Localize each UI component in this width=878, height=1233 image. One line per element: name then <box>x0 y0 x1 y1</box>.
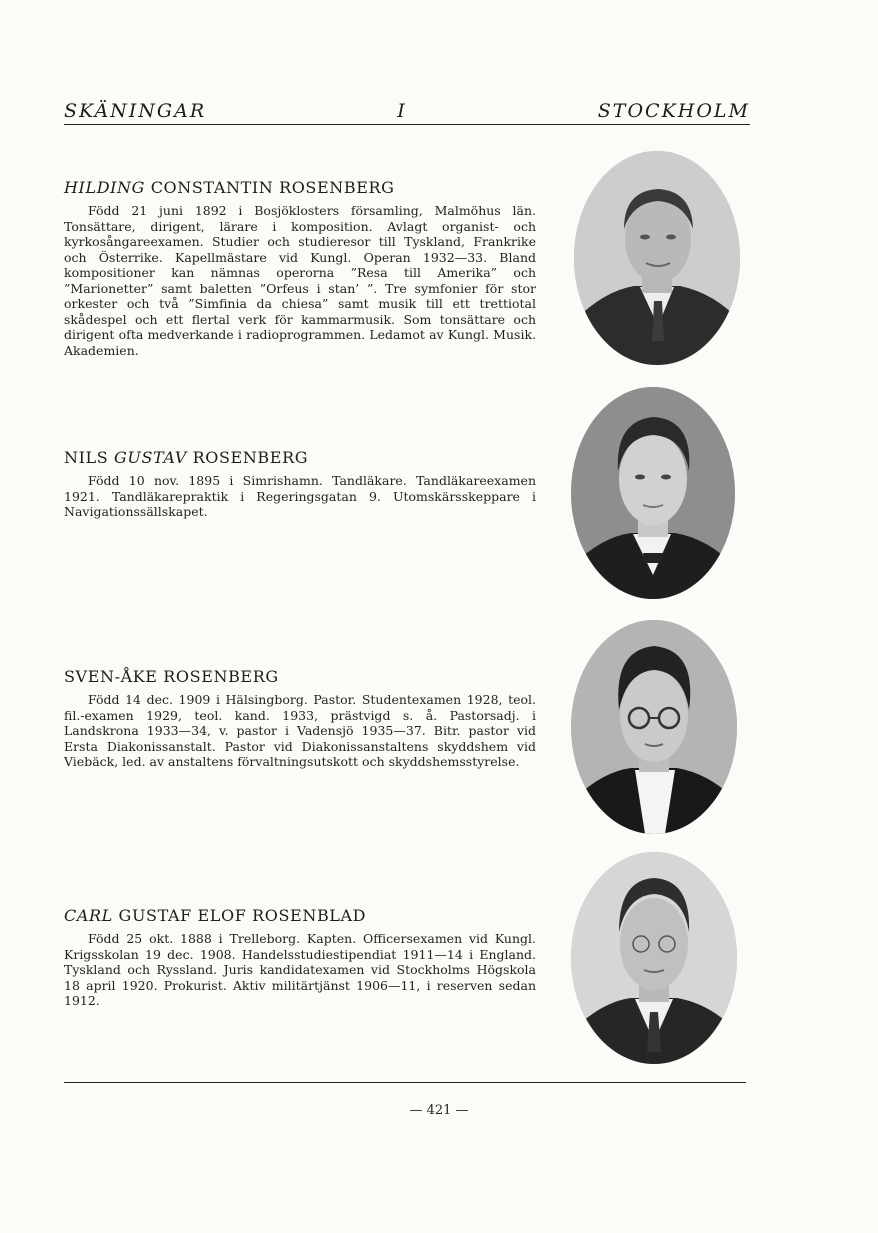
entry-biography: Född 14 dec. 1909 i Hälsingborg. Pastor. Studentexamen 1928, teol. fil.-examen 1929, teol. kand. 1933, prästvigd s. å. Pastorsadj. i Landskrona 1933—34, v. pastor i Vadensjö 1935—37. Bitr. pastor vid Ersta Diakonissanstalt. Pastor vid Diakonissanstaltens skyddshem vid Viebäck, led. av anstaltens förvaltningsutskott och skyddshemsstyrelse. <box>64 692 536 769</box>
entry-name-rest: GUSTAF ELOF ROSENBLAD <box>112 906 367 925</box>
footer-rule <box>64 1082 746 1083</box>
entry-hilding-rosenberg <box>64 178 536 358</box>
entry-name-rest: CONSTANTIN ROSENBERG <box>145 178 395 197</box>
entry-name-italic: GUSTAV <box>114 448 187 467</box>
entry-name <box>64 667 536 687</box>
entry-name-rest: ROSENBERG <box>186 448 309 467</box>
portrait-photo <box>571 620 737 834</box>
entry-name <box>64 448 536 468</box>
portrait-photo <box>574 151 740 365</box>
entry-name-italic: CARL <box>64 906 113 925</box>
entry-biography: Född 21 juni 1892 i Bosjöklosters församling, Malmöhus län. Tonsättare, dirigent, lärare i komposition. Avlagt organist- och kyrkosångareexamen. Studier och studieresor till Tyskland, Frankrike och Österrike. Kapellmästare vid Kungl. Operan 1932—33. Bland kompositioner kan nämnas operorna ”Resa till Amerika” och ”Marionetter” samt baletten ”Orfeus i stan’ ”. Tre symfonier för stor orkester och två ”Simfinia da chiesa” samt musik till ett trettiotal skådespel och ett flertal verk för kammarmusik. Som tonsättare och dirigent ofta medverkande i radioprogrammen. Ledamot av Kungl. Musik. Akademien. <box>64 203 536 358</box>
entry-name-italic: HILDING <box>64 178 146 197</box>
entry-sven-ake-rosenberg <box>64 667 536 770</box>
entry-name <box>64 906 536 926</box>
entry-name-pre: NILS <box>64 448 114 467</box>
page-number: — 421 — <box>409 1103 469 1118</box>
portrait-photo <box>571 387 735 599</box>
portrait-figure <box>574 151 740 365</box>
entry-biography: Född 25 okt. 1888 i Trelleborg. Kapten. Officersexamen vid Kungl. Krigsskolan 19 dec. 1908. Handelsstudiestipendiat 1911—14 i England. Tyskland och Ryssland. Juris kandidatexamen vid Stockholms Högskola 18 april 1920. Prokurist. Aktiv militärtjänst 1906—11, i reserven sedan 1912. <box>64 931 536 1008</box>
portrait-photo <box>571 852 737 1064</box>
portrait-figure <box>571 852 737 1064</box>
entry-biography: Född 10 nov. 1895 i Simrishamn. Tandläkare. Tandläkareexamen 1921. Tandläkarepraktik i Regeringsgatan 9. Utomskärsskeppare i Navigationssällskapet. <box>64 473 536 519</box>
header-title: SKÄNINGAR I STOCKHOLM <box>64 100 750 122</box>
portrait-figure <box>571 387 735 599</box>
page-header <box>64 98 750 125</box>
entry-name-pre: SVEN-ÅKE ROSENBERG <box>64 667 279 686</box>
entry-nils-gustav-rosenberg <box>64 448 536 520</box>
entry-carl-rosenblad <box>64 906 536 1009</box>
entry-name <box>64 178 536 198</box>
portrait-figure <box>571 620 737 834</box>
